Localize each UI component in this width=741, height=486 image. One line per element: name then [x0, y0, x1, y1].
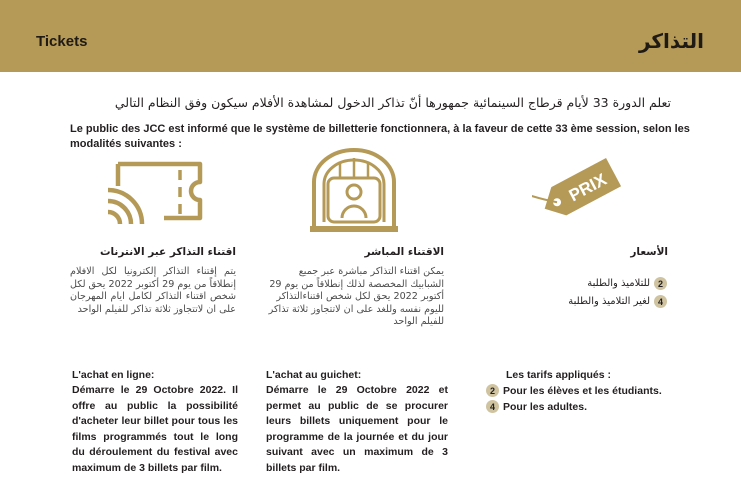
price-amount-badge: 4 — [654, 295, 667, 308]
price-tag-label: PRIX — [565, 169, 610, 206]
intro-arabic: تعلم الدورة 33 لأيام قرطاج السينمائية جمهورها أنّ تذاكر الدخول لمشاهدة الأفلام سيكون وفق النظام التالي — [114, 95, 671, 110]
ticket-counter-icon — [306, 148, 402, 234]
price-label-ar: لغير التلاميذ والطلبة — [568, 296, 650, 307]
online-body-ar: يتم إقتناء التذاكر إلكترونيا لكل الافلام إنطلاقاً من يوم 29 أكتوبر 2022 يحق لكل شخص اقتناء التذاكر لكامل ايام المهرجان على ان لاتتجاوز ثلاثة تذاكر للفيلم الواحد — [70, 266, 236, 315]
header-band — [0, 0, 741, 72]
prices-title-fr: Les tarifs appliqués : — [506, 369, 612, 381]
counter-body-fr: Démarre le 29 Octobre 2022 et permet au public de se procurer leurs billets uniquement pour le programme de la journée et du jour suivant avec un maximum de 3 billets par film. — [266, 384, 448, 474]
ticket-wireless-icon — [104, 160, 214, 230]
price-label-fr: Pour les adultes. — [503, 400, 588, 413]
price-item-ar — [568, 295, 667, 308]
online-title-ar: اقتناء التذاكر عبر الانترنات — [99, 246, 236, 258]
price-amount-badge: 2 — [654, 277, 667, 290]
counter-title-fr: L'achat au guichet: — [266, 369, 362, 381]
price-amount-badge: 4 — [486, 400, 499, 413]
online-body-fr: Démarre le 29 Octobre 2022. Il offre au public la possibilité d'acheter leur billet pour tous les films programmés tout le long du déroulement du festival avec maximum de 3 billets par film. — [72, 384, 238, 474]
price-item-ar — [587, 277, 667, 290]
online-title-fr: L'achat en ligne: — [72, 369, 155, 381]
price-item-fr — [486, 384, 662, 397]
price-amount-badge: 2 — [486, 384, 499, 397]
prices-title-ar: الأسعار — [630, 246, 668, 258]
intro-french: Le public des JCC est informé que le système de billetterie fonctionnera, à la faveur de cette 33 ème session, selon les modalités suivantes : — [70, 123, 690, 150]
price-item-fr — [486, 400, 587, 413]
counter-title-ar: الاقتناء المباشر — [364, 246, 444, 258]
price-tag-icon — [532, 152, 628, 228]
counter-body-ar: يمكن اقتناء التذاكر مباشرة عبر جميع الشبابيك المخصصة لذلك إنطلاقاً من يوم 29 أكتوبر 2022 يحق لكل شخص اقتناءالتذاكر لليوم نفسه وللغد على ان لاتتجاوز ثلاثة تذاكر للفيلم الواحد — [268, 266, 444, 327]
header-title-en: Tickets — [36, 33, 88, 50]
price-label-fr: Pour les élèves et les étudiants. — [503, 384, 662, 397]
price-label-ar: للتلاميذ والطلبة — [587, 278, 650, 289]
header-title-ar: التذاكر — [638, 29, 704, 53]
